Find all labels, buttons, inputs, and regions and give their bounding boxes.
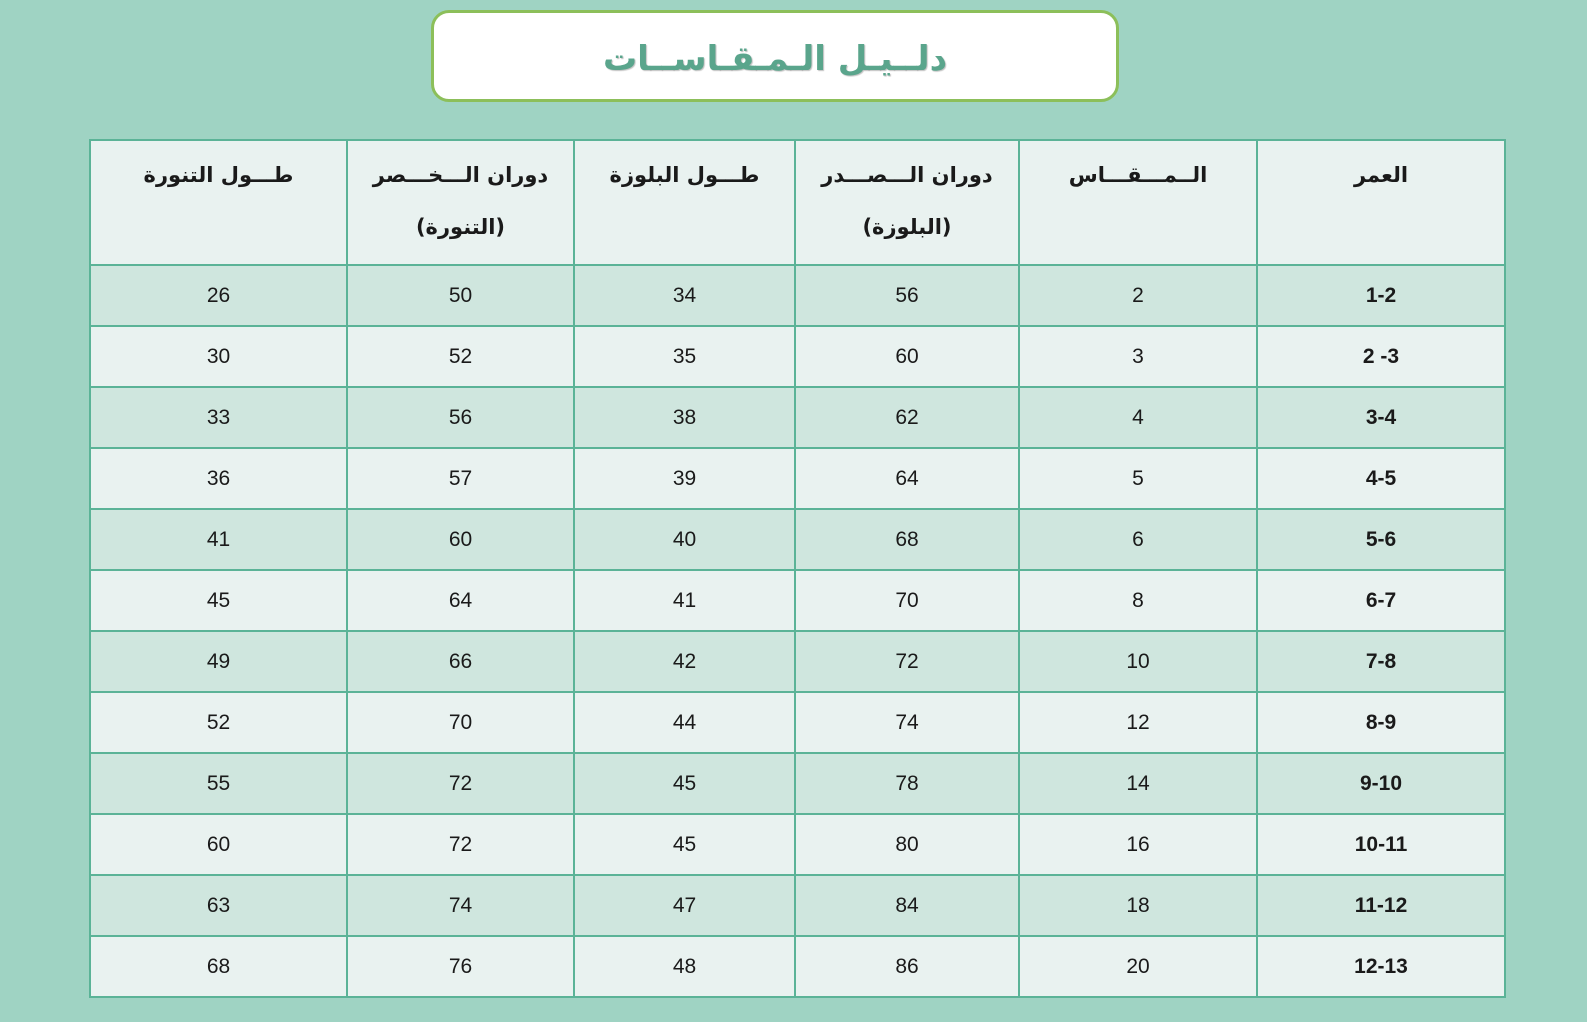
cell-waist: 70: [347, 692, 574, 753]
cell-size: 5: [1019, 448, 1257, 509]
header-blouse-length: [574, 140, 795, 265]
cell-chest: 86: [795, 936, 1019, 997]
page-title: دلــيـل الـمـقـاســات: [602, 39, 948, 79]
cell-blouse-length: 45: [574, 814, 795, 875]
table-row: [90, 875, 1505, 936]
cell-waist: 57: [347, 448, 574, 509]
header-chest: [795, 140, 1019, 265]
cell-chest: 72: [795, 631, 1019, 692]
cell-skirt-length: 55: [90, 753, 347, 814]
table-row: [90, 753, 1505, 814]
cell-blouse-length: 41: [574, 570, 795, 631]
cell-blouse-length: 44: [574, 692, 795, 753]
table-row: [90, 692, 1505, 753]
cell-size: 20: [1019, 936, 1257, 997]
cell-age: 6-7: [1257, 570, 1505, 631]
table-row: [90, 326, 1505, 387]
cell-skirt-length: 49: [90, 631, 347, 692]
header-label: دوران الـــصـــدر: [821, 163, 993, 187]
header-row: [90, 140, 1505, 265]
cell-skirt-length: 45: [90, 570, 347, 631]
cell-waist: 72: [347, 753, 574, 814]
header-label: دوران الـــخـــصر: [372, 163, 549, 187]
header-sublabel: (التنورة): [415, 215, 506, 239]
cell-age: 10-11: [1257, 814, 1505, 875]
cell-waist: 56: [347, 387, 574, 448]
cell-blouse-length: 38: [574, 387, 795, 448]
cell-chest: 80: [795, 814, 1019, 875]
header-age: [1257, 140, 1505, 265]
cell-skirt-length: 41: [90, 509, 347, 570]
cell-skirt-length: 26: [90, 265, 347, 326]
size-chart-table: [89, 139, 1506, 998]
cell-skirt-length: 68: [90, 936, 347, 997]
cell-age: 7-8: [1257, 631, 1505, 692]
header-label: العمر: [1353, 163, 1409, 187]
table-row: [90, 631, 1505, 692]
table-row: [90, 936, 1505, 997]
cell-blouse-length: 34: [574, 265, 795, 326]
cell-size: 10: [1019, 631, 1257, 692]
header-label: طـــول البلوزة: [609, 163, 760, 187]
cell-waist: 66: [347, 631, 574, 692]
cell-waist: 64: [347, 570, 574, 631]
cell-blouse-length: 39: [574, 448, 795, 509]
cell-age: 12-13: [1257, 936, 1505, 997]
cell-age: 3-4: [1257, 387, 1505, 448]
cell-waist: 52: [347, 326, 574, 387]
cell-age: 2 -3: [1257, 326, 1505, 387]
cell-blouse-length: 40: [574, 509, 795, 570]
cell-blouse-length: 35: [574, 326, 795, 387]
cell-size: 14: [1019, 753, 1257, 814]
header-sublabel: (البلوزة): [862, 215, 952, 239]
cell-size: 12: [1019, 692, 1257, 753]
cell-chest: 62: [795, 387, 1019, 448]
table-row: [90, 570, 1505, 631]
header-label: طـــول التنورة: [143, 163, 294, 187]
cell-skirt-length: 30: [90, 326, 347, 387]
header-skirt-length: [90, 140, 347, 265]
cell-skirt-length: 60: [90, 814, 347, 875]
header-waist: [347, 140, 574, 265]
cell-size: 3: [1019, 326, 1257, 387]
cell-age: 4-5: [1257, 448, 1505, 509]
cell-age: 11-12: [1257, 875, 1505, 936]
header-size: [1019, 140, 1257, 265]
cell-waist: 50: [347, 265, 574, 326]
cell-blouse-length: 42: [574, 631, 795, 692]
cell-blouse-length: 48: [574, 936, 795, 997]
cell-skirt-length: 63: [90, 875, 347, 936]
cell-waist: 72: [347, 814, 574, 875]
cell-blouse-length: 47: [574, 875, 795, 936]
cell-waist: 60: [347, 509, 574, 570]
cell-chest: 78: [795, 753, 1019, 814]
cell-chest: 56: [795, 265, 1019, 326]
title-box: [431, 10, 1119, 102]
cell-waist: 74: [347, 875, 574, 936]
cell-chest: 74: [795, 692, 1019, 753]
table-row: [90, 387, 1505, 448]
cell-chest: 70: [795, 570, 1019, 631]
cell-waist: 76: [347, 936, 574, 997]
cell-blouse-length: 45: [574, 753, 795, 814]
table-body: [90, 265, 1505, 997]
header-label: الــمـــقـــاس: [1068, 163, 1208, 187]
cell-skirt-length: 36: [90, 448, 347, 509]
cell-chest: 60: [795, 326, 1019, 387]
cell-chest: 68: [795, 509, 1019, 570]
cell-size: 8: [1019, 570, 1257, 631]
cell-size: 6: [1019, 509, 1257, 570]
cell-age: 8-9: [1257, 692, 1505, 753]
table-row: [90, 265, 1505, 326]
cell-size: 2: [1019, 265, 1257, 326]
cell-skirt-length: 52: [90, 692, 347, 753]
cell-size: 16: [1019, 814, 1257, 875]
cell-size: 18: [1019, 875, 1257, 936]
cell-age: 5-6: [1257, 509, 1505, 570]
cell-skirt-length: 33: [90, 387, 347, 448]
table-row: [90, 448, 1505, 509]
cell-age: 1-2: [1257, 265, 1505, 326]
table-row: [90, 509, 1505, 570]
cell-chest: 84: [795, 875, 1019, 936]
table-row: [90, 814, 1505, 875]
cell-size: 4: [1019, 387, 1257, 448]
cell-age: 9-10: [1257, 753, 1505, 814]
cell-chest: 64: [795, 448, 1019, 509]
